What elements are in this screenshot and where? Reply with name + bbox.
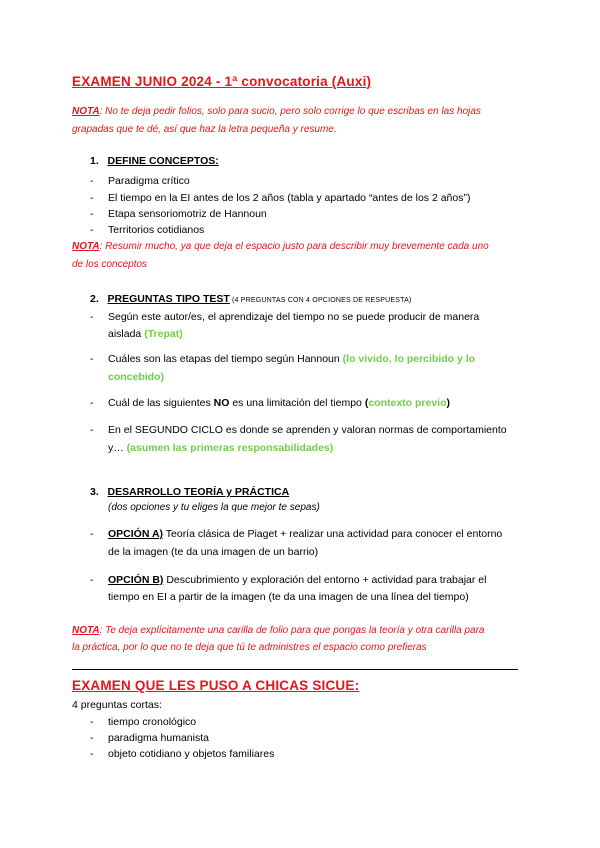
option-label: OPCIÓN A) bbox=[108, 528, 164, 540]
list-item: El tiempo en la EI antes de los 2 años (tabla y apartado “antes de los 2 años”) bbox=[108, 192, 471, 204]
note-3-line-2: la práctica, por lo que no te deja que tú te administres el espacio como prefieras bbox=[72, 642, 427, 653]
question-text: Cuáles son las etapas del tiempo según Hannoun bbox=[108, 353, 343, 365]
note-text: : Te deja explícitamente una carilla de folio para que pongas la teoría y otra carilla para bbox=[99, 625, 485, 636]
section-title: DESARROLLO TEORÍA y PRÁCTICA bbox=[107, 486, 290, 498]
section-1-heading bbox=[90, 155, 219, 167]
list-item: tiempo cronológico bbox=[108, 716, 197, 728]
section-title: DEFINE CONCEPTOS: bbox=[107, 155, 219, 167]
dash: - bbox=[90, 528, 94, 540]
answer-text: contexto previo bbox=[368, 397, 447, 409]
dash: - bbox=[90, 424, 94, 436]
dash: - bbox=[90, 716, 94, 728]
note-label: NOTA bbox=[72, 625, 100, 636]
section-title: PREGUNTAS TIPO TEST bbox=[107, 293, 230, 305]
note-1-line-1 bbox=[72, 106, 481, 117]
list-item: Etapa sensoriomotriz de Hannoun bbox=[108, 208, 267, 220]
section-3-heading bbox=[90, 486, 289, 498]
section-number: 3. bbox=[90, 486, 99, 498]
dash: - bbox=[90, 208, 94, 220]
dash: - bbox=[90, 732, 94, 744]
section-number: 2. bbox=[90, 293, 99, 305]
paren-close: ) bbox=[446, 397, 450, 409]
dash: - bbox=[90, 574, 94, 586]
section-subtitle: (4 PREGUNTAS CON 4 OPCIONES DE RESPUESTA) bbox=[229, 297, 412, 304]
answer-text: (lo vivido, lo percibido y lo bbox=[342, 353, 476, 365]
dash: - bbox=[90, 224, 94, 236]
note-label: NOTA bbox=[72, 106, 100, 117]
option-text: Teoría clásica de Piaget + realizar una actividad para conocer el entorno bbox=[163, 528, 503, 540]
question-2-line-1 bbox=[108, 353, 475, 365]
answer-text: (Trepat) bbox=[144, 328, 183, 340]
note-2-line-1 bbox=[72, 241, 489, 252]
list-item: Paradigma crítico bbox=[108, 175, 190, 187]
option-b-line-1 bbox=[108, 574, 486, 586]
option-label: OPCIÓN B) bbox=[108, 574, 164, 586]
question-1-line-1: Según este autor/es, el aprendizaje del tiempo no se puede producir de manera bbox=[108, 311, 480, 323]
list-item: objeto cotidiano y objetos familiares bbox=[108, 748, 275, 760]
dash: - bbox=[90, 397, 94, 409]
dash: - bbox=[90, 311, 94, 323]
list-item: paradigma humanista bbox=[108, 732, 209, 744]
question-4-line-2 bbox=[108, 442, 333, 454]
option-b-line-2: tiempo en EI a partir de la imagen (te da una imagen de una línea del tiempo) bbox=[108, 591, 469, 603]
question-text: aislada bbox=[108, 328, 145, 340]
question-4-line-1: En el SEGUNDO CICLO es donde se aprenden y valoran normas de comportamiento bbox=[108, 424, 507, 436]
section-3-subtitle: (dos opciones y tu eliges la que mejor te sepas) bbox=[108, 502, 320, 513]
question-text: es una limitación del tiempo bbox=[229, 397, 365, 409]
question-text: y… bbox=[108, 442, 127, 454]
dash: - bbox=[90, 175, 94, 187]
question-3 bbox=[108, 397, 450, 409]
option-text: Descubrimiento y exploración del entorno + actividad para trabajar el bbox=[163, 574, 487, 586]
note-label: NOTA bbox=[72, 241, 100, 252]
note-3-line-1 bbox=[72, 625, 484, 636]
question-emphasis: NO bbox=[213, 397, 230, 409]
paren-open: ( bbox=[364, 397, 369, 409]
question-1-line-2 bbox=[108, 328, 183, 340]
dash: - bbox=[90, 353, 94, 365]
note-text: : No te deja pedir folios, solo para sucio, pero solo corrige lo que escribas en las hojas bbox=[99, 106, 481, 117]
list-item: Territorios cotidianos bbox=[108, 224, 205, 236]
question-2-line-2: concebido) bbox=[108, 371, 165, 383]
question-text: Cuál de las siguientes bbox=[108, 397, 214, 409]
note-2-line-2: de los conceptos bbox=[72, 259, 148, 270]
answer-text: (asumen las primeras responsabilidades) bbox=[126, 442, 334, 454]
section-2-heading bbox=[90, 293, 411, 305]
sicue-exam-title: EXAMEN QUE LES PUSO A CHICAS SICUE: bbox=[72, 678, 360, 693]
option-a-line-2: de la imagen (te da una imagen de un barrio) bbox=[108, 546, 319, 558]
note-text: : Resumir mucho, ya que deja el espacio justo para describir muy brevemente cada uno bbox=[99, 241, 489, 252]
option-a-line-1 bbox=[108, 528, 502, 540]
short-questions-intro: 4 preguntas cortas: bbox=[72, 699, 162, 711]
note-1-line-2: grapadas que te dé, así que haz la letra pequeña y resume. bbox=[72, 124, 337, 135]
horizontal-divider bbox=[72, 669, 518, 670]
exam-title: EXAMEN JUNIO 2024 - 1ª convocatoria (Auxi) bbox=[72, 74, 372, 89]
section-number: 1. bbox=[90, 155, 99, 167]
dash: - bbox=[90, 192, 94, 204]
dash: - bbox=[90, 748, 94, 760]
